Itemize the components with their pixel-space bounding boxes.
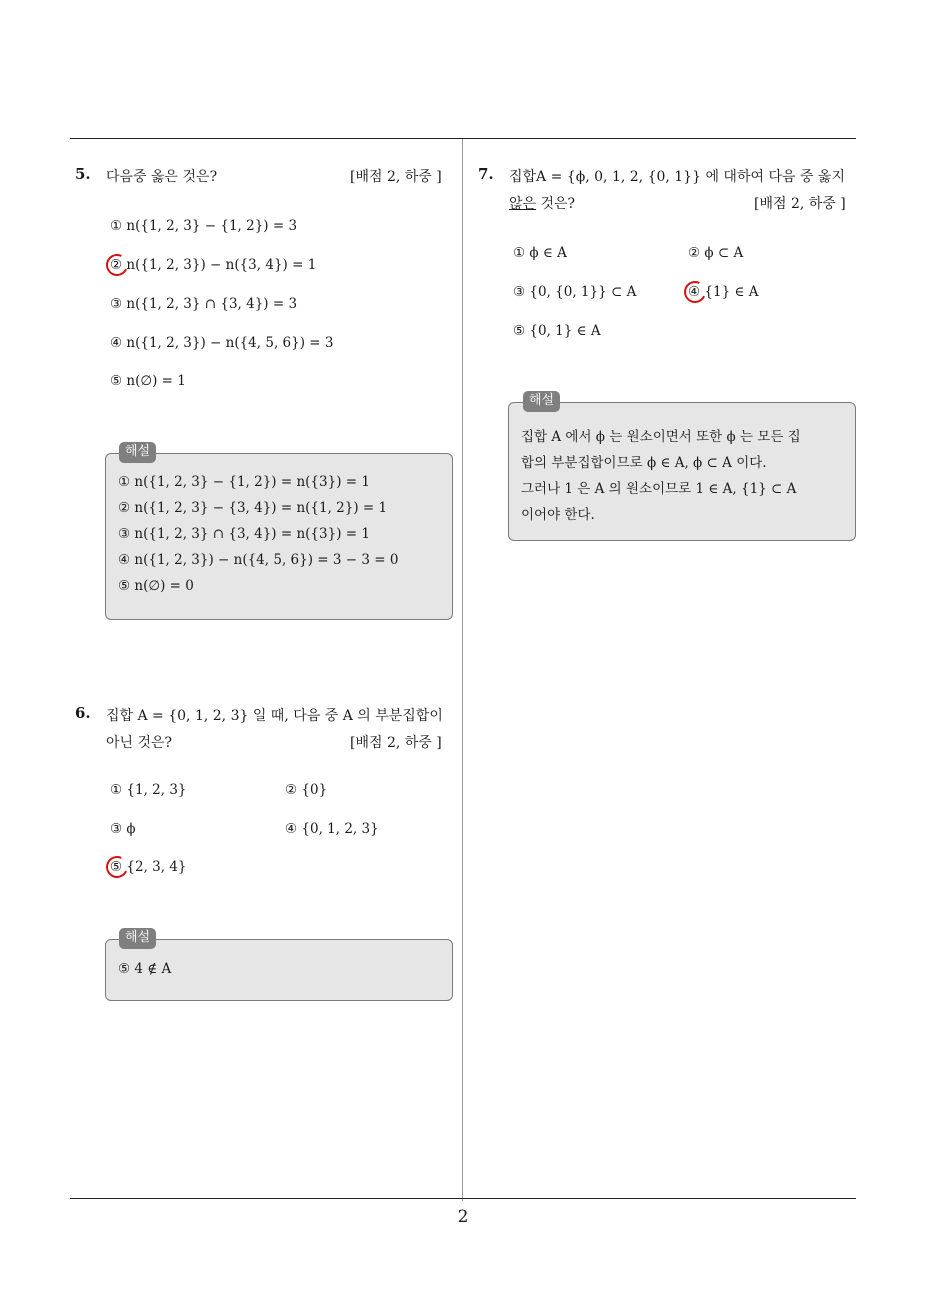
question-number: 6. [75, 704, 91, 722]
explanation-box [508, 402, 856, 541]
explanation-line: 그러나 1 은 A 의 원소이므로 1 ∈ A, {1} ⊂ A [521, 481, 797, 497]
option-1[interactable]: ① n({1, 2, 3} − {1, 2}) = 3 [110, 218, 298, 234]
option-2[interactable]: ② n({1, 2, 3}) − n({3, 4}) = 1 [110, 257, 317, 273]
answer-circle-mark [103, 251, 131, 279]
option-3[interactable]: ③ n({1, 2, 3} ∩ {3, 4}) = 3 [110, 296, 298, 312]
explanation-line: 이어야 한다. [521, 507, 595, 523]
explanation-line: 합의 부분집합이므로 ϕ ∈ A, ϕ ⊂ A 이다. [521, 455, 767, 471]
option-2[interactable]: ② ϕ ⊂ A [688, 245, 744, 261]
column-divider [462, 139, 463, 1201]
explanation-tag: 해설 [119, 442, 156, 463]
answer-circle-mark [681, 278, 709, 306]
header-rule [70, 138, 856, 139]
footer-rule [70, 1198, 856, 1199]
option-3[interactable]: ③ ϕ [110, 821, 136, 837]
explanation-tag: 해설 [523, 391, 560, 412]
explanation-line: ② n({1, 2, 3} − {3, 4}) = n({1, 2}) = 1 [118, 500, 388, 516]
explanation-box [105, 939, 453, 1001]
option-5[interactable]: ⑤ {2, 3, 4} [110, 859, 187, 875]
explanation-box [105, 453, 453, 620]
score-label: [배점 2, 하중 ] [350, 169, 442, 185]
option-4[interactable]: ④ {1} ∈ A [688, 284, 759, 300]
question-number: 5. [75, 165, 91, 183]
score-label: [배점 2, 하중 ] [754, 196, 846, 212]
explanation-line: ① n({1, 2, 3} − {1, 2}) = n({3}) = 1 [118, 474, 370, 490]
option-3[interactable]: ③ {0, {0, 1}} ⊂ A [513, 284, 637, 300]
question-number: 7. [478, 165, 494, 183]
explanation-line: ⑤ n(∅) = 0 [118, 578, 194, 594]
option-5[interactable]: ⑤ {0, 1} ∈ A [513, 323, 601, 339]
question-text-line2: 아닌 것은? [106, 735, 173, 751]
question-text-rest: 것은? [536, 196, 576, 212]
option-4[interactable]: ④ n({1, 2, 3}) − n({4, 5, 6}) = 3 [110, 335, 334, 351]
answer-circle-mark [103, 853, 131, 881]
underlined-word: 않은 [509, 196, 537, 212]
option-2[interactable]: ② {0} [285, 782, 328, 798]
option-1[interactable]: ① ϕ ∈ A [513, 245, 567, 261]
question-text: 다음중 옳은 것은? [106, 169, 218, 185]
explanation-line: 집합 A 에서 ϕ 는 원소이면서 또한 ϕ 는 모든 집 [521, 429, 801, 445]
question-text: 집합 A = {0, 1, 2, 3} 일 때, 다음 중 A 의 부분집합이 [106, 708, 443, 724]
question-text-line2 [509, 193, 575, 213]
question-text: 집합A = {ϕ, 0, 1, 2, {0, 1}} 에 대하여 다음 중 옳지 [509, 169, 845, 185]
explanation-line: ④ n({1, 2, 3}) − n({4, 5, 6}) = 3 − 3 = 0 [118, 552, 399, 568]
explanation-tag: 해설 [119, 928, 156, 949]
score-label: [배점 2, 하중 ] [350, 735, 442, 751]
option-4[interactable]: ④ {0, 1, 2, 3} [285, 821, 379, 837]
explanation-line: ⑤ 4 ∉ A [118, 961, 172, 977]
option-1[interactable]: ① {1, 2, 3} [110, 782, 187, 798]
option-5[interactable]: ⑤ n(∅) = 1 [110, 373, 186, 389]
page-number: 2 [457, 1207, 469, 1227]
explanation-line: ③ n({1, 2, 3} ∩ {3, 4}) = n({3}) = 1 [118, 526, 370, 542]
